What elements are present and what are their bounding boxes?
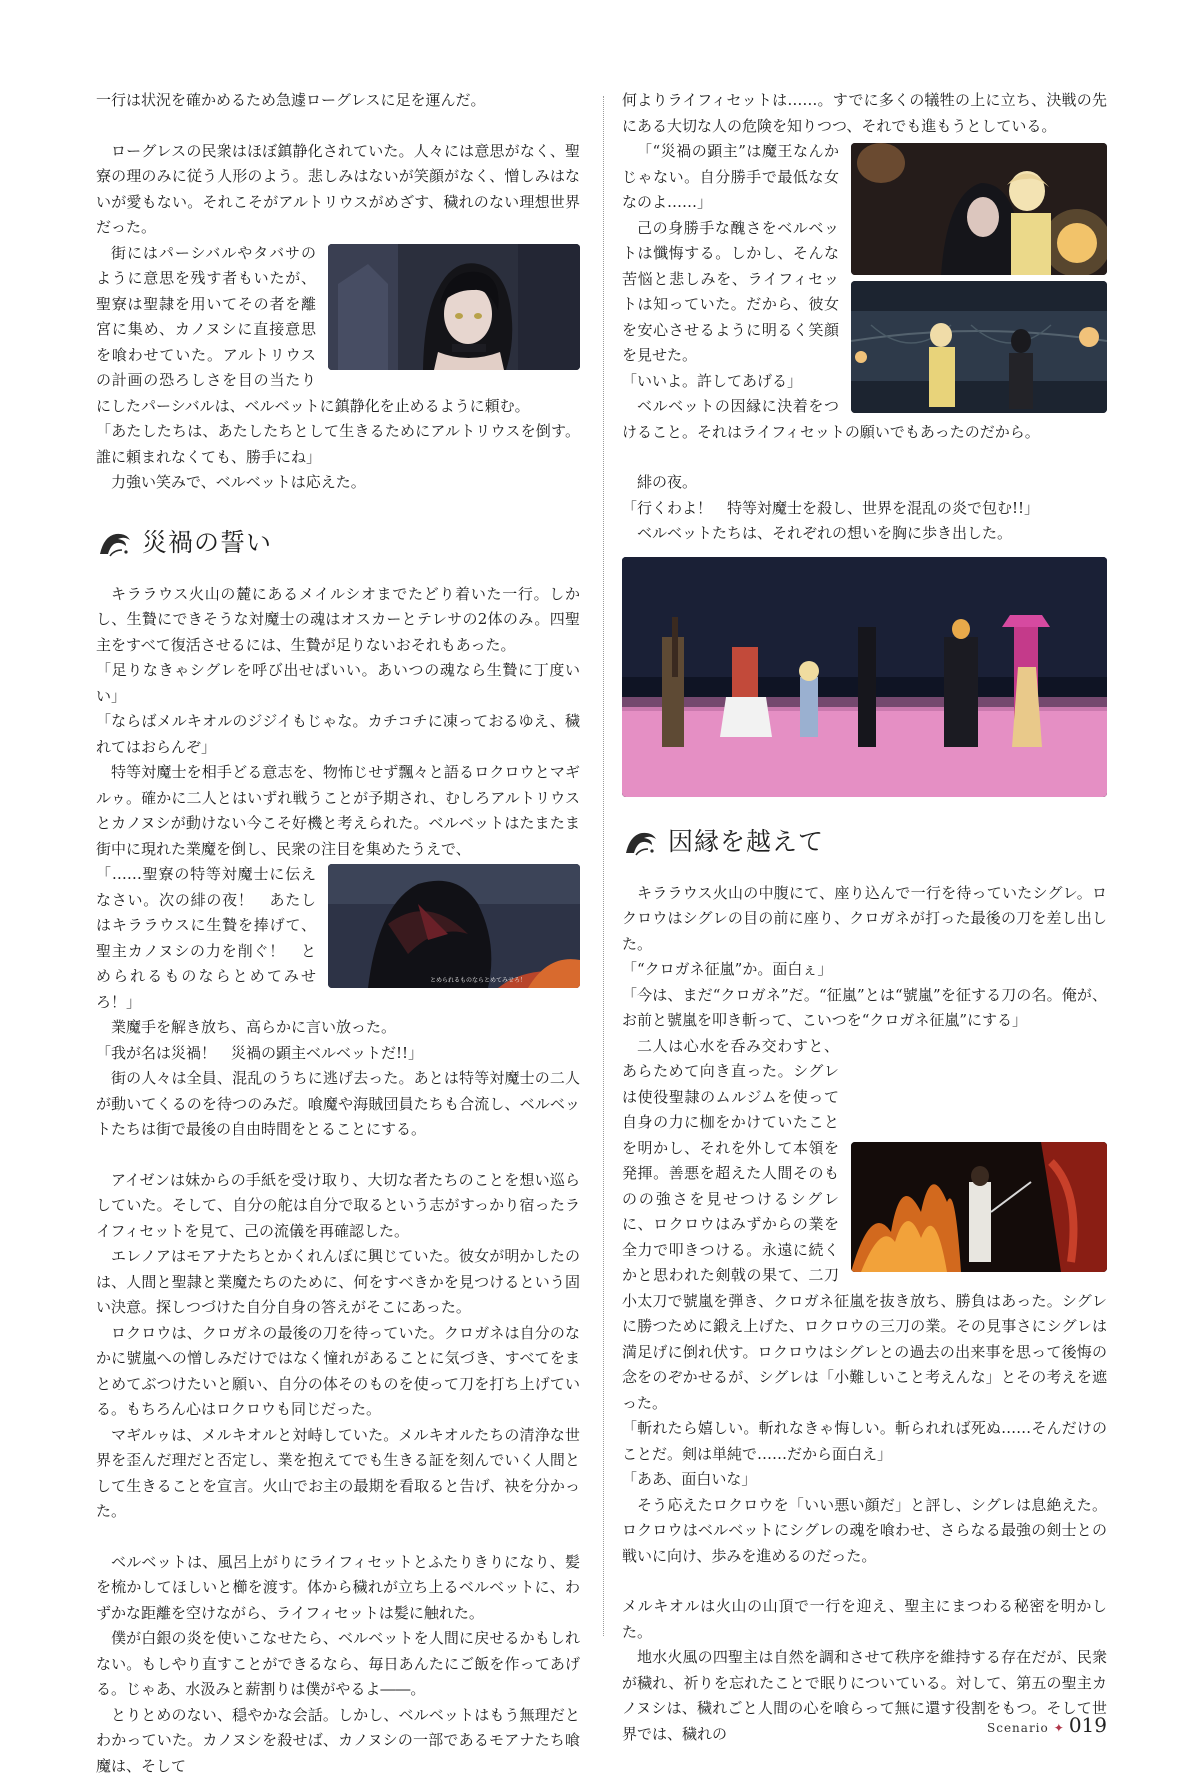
paragraph: 地水火風の四聖主は自然を調和させて秩序を維持する存在だが、民衆が穢れ、祈りを忘れたことで眠りについている。対して、第五の聖主カノヌシは、穢れごと人間の心を喰らって無に還す役割をもつ。そして世界では、穢れの: [622, 1645, 1107, 1747]
quote: 「今は、まだ“クロガネ”だ。“征嵐”とは“號嵐”を征する刀の名。俺が、お前と號嵐を叩き斬って、こいつを“クロガネ征嵐”にする」: [622, 983, 1107, 1034]
ornament-icon: ✦: [1054, 1721, 1064, 1735]
quote: 「あたしたちは、あたしたちとして生きるためにアルトリウスを倒す。誰に頼まれなくても、勝手にね」: [96, 422, 580, 466]
paragraph: キララウス火山の麓にあるメイルシオまでたどり着いた一行。しかし、生贄にできそうな対魔士の魂はオスカーとテレサの2体のみ。四聖主をすべて復活させるには、生贄が足りないおそれもあった。: [96, 582, 580, 659]
quote: 「……聖寮の特等対魔士に伝えなさい。次の緋の夜！ あたしはキララウスに生贄を捧げて、聖主カノヌシの力を削ぐ！ とめられるものならとめてみせろ！」: [96, 865, 316, 1011]
screenshot-pair: [851, 143, 1107, 413]
paragraph: アイゼンは妹からの手紙を受け取り、大切な者たちのことを想い巡らしていた。そして、自分の舵は自分で取るという志がすっかり宿ったライフィセットを見て、己の流儀を再確認した。: [96, 1168, 580, 1245]
paragraph: 己の身勝手な醜さをベルベットは懺悔する。しかし、そんな苦悩と悲しみを、ライフィセットは知っていた。だから、彼女を安心させるように明るく笑顔を見せた。: [622, 216, 1107, 369]
quote: 「我が名は災禍！ 災禍の顕主ベルベットだ!!」: [96, 1041, 580, 1067]
quote: 「“クロガネ征嵐”か。面白ぇ」: [622, 957, 1107, 983]
column-divider: [603, 96, 604, 1636]
quote: 「ああ、面白いな」: [622, 1467, 1107, 1493]
paragraph: 力強い笑みで、ベルベットは応えた。: [96, 470, 580, 496]
paragraph: ベルベットたちは、それぞれの想いを胸に歩き出した。: [622, 521, 1107, 547]
section-label: Scenario: [987, 1721, 1049, 1735]
paragraph: 二人は心水を呑み交わすと、あらためて向き直った。シグレは使役聖隷のムルジムを使って自身の力に枷をかけていたことを明かし、それを外して本領を発揮。善悪を超えた人間そのものの強さを見せつけるシグレに、ロクロウはみずからの業を全力で叩きつける。永遠に続くかと思われた剣戟の果て、二刀小太刀で號嵐を弾き、クロガネ征嵐を抜き放ち、勝負はあった。シグレに勝つために鍛え上げた、ロクロウの三刀の業。その見事さにシグレは満足げに倒れ伏す。ロクロウはシグレとの過去の出来事を思って後悔の念をのぞかせるが、シグレは「小難しいこと考えんな」とその考えを遮った。: [622, 1034, 1107, 1417]
screenshot-velvet-demon-arm: [328, 864, 580, 988]
section-heading: [622, 815, 1107, 869]
paragraph: 業魔手を解き放ち、高らかに言い放った。: [96, 1015, 580, 1041]
screenshot-rokurou-flames: [851, 1142, 1107, 1272]
paragraph: エレノアはモアナたちとかくれんぼに興じていた。彼女が明かしたのは、人間と聖隷と業魔たちのために、何をすべきかを見つけるという固い決意。探しつづけた自分自身の答えがそこにあった。: [96, 1244, 580, 1321]
dialogue-block: [622, 139, 1107, 445]
paragraph: キララウス火山の中腹にて、座り込んで一行を待っていたシグレ。ロクロウはシグレの目の前に座り、クロガネが打った最後の刀を差し出した。: [622, 881, 1107, 958]
screenshot-party-stage: [622, 557, 1107, 797]
paragraph: 街にはパーシバルやタバサのように意思を残す者もいたが、聖寮は聖隷を用いてその者を離宮に集め、カノヌシに直接意思を喰わせていた。アルトリウスの計画の恐ろしさを目の当たりにしたパーシバルは、ベルベットに鎮静化を止めるように頼む。 「あたしたちは、あたしたちとして生きるためにアルトリウスを倒す。誰に頼まれなくても、勝手にね」: [96, 241, 580, 471]
paragraph: ロクロウは、クロガネの最後の刀を待っていた。クロガネは自分のなかに號嵐への憎しみだけではなく憧れがあることに気づき、すべてをまとめてぶつけたいと願い、自分の体そのものを使って刀を打ち上げている。もちろん心はロクロウも同じだった。: [96, 1321, 580, 1423]
paragraph: 街の人々は全員、混乱のうちに逃げ去った。あとは特等対魔士の二人が動いてくるのを待つのみだ。喰魔や海賊団員たちも合流し、ベルベットたちは街で最後の自由時間をとることにする。: [96, 1066, 580, 1143]
caption-text: とめられるものならとめてみせろ！: [430, 977, 526, 984]
left-column: [96, 88, 580, 1779]
paragraph: 何よりライフィセットは……。すでに多くの犠牲の上に立ち、決戦の先にある大切な人の危険を知りつつ、それでも進もうとしている。: [622, 88, 1107, 139]
quote: 「ならばメルキオルのジジイもじゃな。カチコチに凍っておるゆえ、穢れてはおらんぞ」: [96, 709, 580, 760]
right-column: [622, 88, 1107, 1747]
quote: 「行くわよ！ 特等対魔士を殺し、世界を混乱の炎で包む!!」: [622, 496, 1107, 522]
quote: 「足りなきゃシグレを呼び出せばいい。あいつの魂なら生贄に丁度いい」: [96, 658, 580, 709]
section-heading: [96, 516, 580, 570]
paragraph: マギルゥは、メルキオルと対峙していた。メルキオルたちの清浄な世界を歪んだ理だと否定し、業を抱えてでも生きる証を刻んでいく人間として生きることを宣言。火山でお主の最期を看取ると告げ、袂を分かった。: [96, 1423, 580, 1525]
paragraph: メルキオルは火山の山頂で一行を迎え、聖主にまつわる秘密を明かした。: [622, 1594, 1107, 1645]
page-footer: [987, 1713, 1107, 1737]
section-title: 災禍の誓い: [142, 530, 272, 556]
paragraph: 緋の夜。: [622, 470, 1107, 496]
paragraph: 僕が白銀の炎を使いこなせたら、ベルベットを人間に戻せるかもしれない。もしやり直すことができるなら、毎日あんたにご飯を作ってあげる。じゃあ、水汲みと薪割りは僕がやるよ――。: [96, 1626, 580, 1703]
page-number: 019: [1069, 1713, 1107, 1737]
quote: 「“災禍の顕主”は魔王なんかじゃない。自分勝手で最低な女なのよ……」: [622, 139, 1107, 216]
flourish-icon: [622, 825, 662, 859]
screenshot-embrace: [851, 143, 1107, 275]
paragraph: 一行は状況を確かめるため急遽ローグレスに足を運んだ。: [96, 88, 580, 114]
paragraph: ベルベットの因縁に決着をつけること。それはライフィセットの願いでもあったのだから。: [622, 394, 1107, 445]
screenshot-sunset-talk: [851, 281, 1107, 413]
paragraph: ローグレスの民衆はほぼ鎮静化されていた。人々には意思がなく、聖寮の理のみに従う人形のよう。悲しみはないが笑顔がなく、憎しみはないが愛もない。それこそがアルトリウスがめざす、穢れのない理想世界だった。: [96, 139, 580, 241]
paragraph: 特等対魔士を相手どる意志を、物怖じせず飄々と語るロクロウとマギルゥ。確かに二人とはいずれ戦うことが予期され、むしろアルトリウスとカノヌシが動けない今こそ好機と考えられた。ベルベットはたまたま街中に現れた業魔を倒し、民衆の注目を集めたうえで、 とめられるものならとめてみせろ！ 「……聖寮の特等対魔士に伝えなさい。次の緋の夜！ あたしはキララウスに生贄を捧げて、聖主カノヌシの力を削ぐ！ とめられるものならとめてみせろ！」: [96, 760, 580, 1015]
paragraph: とりとめのない、穏やかな会話。しかし、ベルベットはもう無理だとわかっていた。カノヌシを殺せば、カノヌシの一部であるモアナたち喰魔は、そして: [96, 1703, 580, 1779]
flourish-icon: [96, 526, 136, 560]
screenshot-velvet-portrait: [328, 244, 580, 370]
quote: 「斬れたら嬉しい。斬れなきゃ悔しい。斬られれば死ぬ……そんだけのことだ。剣は単純で……だから面白え」: [622, 1416, 1107, 1467]
quote: 「いいよ。許してあげる」: [622, 369, 1107, 395]
section-title: 因縁を越えて: [668, 829, 824, 855]
paragraph: そう応えたロクロウを「いい悪い顔だ」と評し、シグレは息絶えた。ロクロウはベルベットにシグレの魂を喰わせ、さらなる最強の剣士との戦いに向け、歩みを進めるのだった。: [622, 1493, 1107, 1570]
paragraph: ベルベットは、風呂上がりにライフィセットとふたりきりになり、髪を梳かしてほしいと櫛を渡す。体から穢れが立ち上るベルベットに、わずかな距離を空けながら、ライフィセットは髪に触れた。: [96, 1550, 580, 1627]
